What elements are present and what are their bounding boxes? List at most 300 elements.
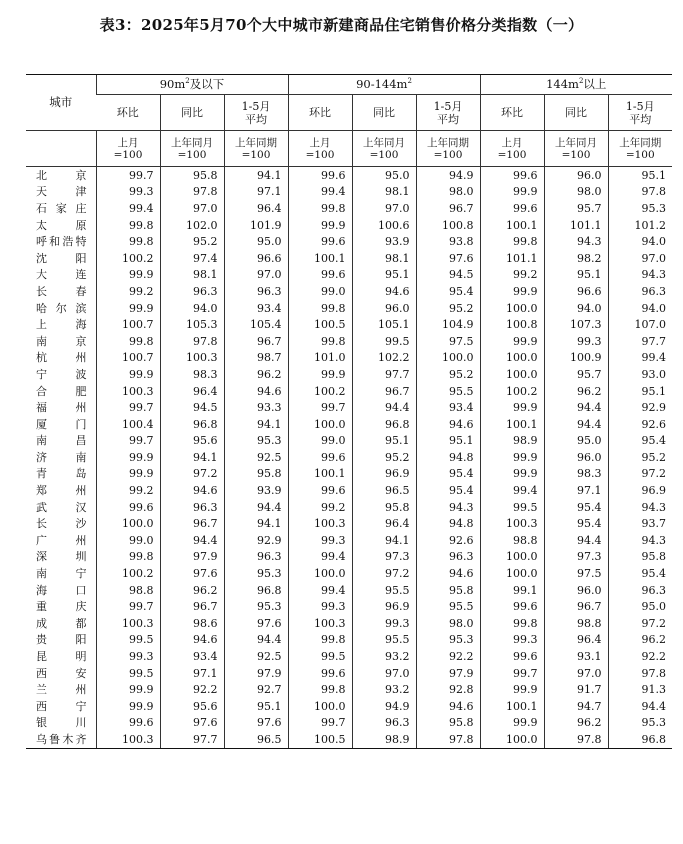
value-cell: 100.2 (288, 383, 352, 400)
value-cell: 99.6 (288, 267, 352, 284)
value-cell: 100.1 (288, 466, 352, 483)
value-cell: 95.2 (608, 449, 672, 466)
value-cell: 94.4 (224, 499, 288, 516)
value-cell: 97.6 (160, 565, 224, 582)
value-cell: 97.2 (608, 615, 672, 632)
value-cell: 97.6 (160, 715, 224, 732)
value-cell: 93.4 (224, 300, 288, 317)
base-mom: 上月 =100 (288, 131, 352, 167)
value-cell: 99.4 (96, 200, 160, 217)
table-row (26, 681, 672, 698)
value-cell: 94.6 (416, 565, 480, 582)
table-title: 表3：2025年5月70个大中城市新建商品住宅销售价格分类指数（一） (99, 16, 584, 34)
value-cell: 94.1 (352, 532, 416, 549)
value-cell: 94.0 (608, 233, 672, 250)
value-cell: 100.7 (96, 350, 160, 367)
city-cell: 深圳 (36, 550, 87, 564)
price-index-table (26, 74, 672, 749)
value-cell: 94.5 (160, 399, 224, 416)
value-cell: 94.9 (416, 167, 480, 184)
value-cell: 102.2 (352, 350, 416, 367)
city-cell: 重庆 (36, 600, 87, 614)
value-cell: 96.3 (416, 549, 480, 566)
table-row (26, 233, 672, 250)
value-cell: 96.4 (544, 632, 608, 649)
value-cell: 95.1 (416, 433, 480, 450)
value-cell: 99.8 (288, 681, 352, 698)
city-cell: 北京 (36, 168, 87, 182)
value-cell: 94.4 (608, 698, 672, 715)
value-cell: 98.7 (224, 350, 288, 367)
value-cell: 99.6 (480, 648, 544, 665)
value-cell: 101.1 (480, 250, 544, 267)
value-cell: 98.8 (96, 582, 160, 599)
value-cell: 94.4 (160, 532, 224, 549)
table-row (26, 333, 672, 350)
city-cell: 贵阳 (36, 633, 87, 647)
table-row (26, 549, 672, 566)
subheader-yoy: 同比 (544, 95, 608, 131)
table-row (26, 665, 672, 682)
value-cell: 100.1 (480, 698, 544, 715)
value-cell: 96.3 (608, 582, 672, 599)
value-cell: 97.7 (160, 731, 224, 748)
value-cell: 99.2 (96, 283, 160, 300)
value-cell: 96.7 (416, 200, 480, 217)
value-cell: 95.3 (416, 632, 480, 649)
table-row (26, 615, 672, 632)
value-cell: 99.3 (544, 333, 608, 350)
value-cell: 97.3 (544, 549, 608, 566)
value-cell: 99.2 (96, 482, 160, 499)
value-cell: 96.7 (224, 333, 288, 350)
city-column-header: 城市 (26, 75, 96, 131)
value-cell: 95.0 (608, 598, 672, 615)
value-cell: 100.1 (288, 250, 352, 267)
value-cell: 99.9 (96, 698, 160, 715)
table-row (26, 383, 672, 400)
value-cell: 100.8 (480, 316, 544, 333)
group-header-90-144: $90-144m^2$ (288, 75, 480, 95)
value-cell: 107.3 (544, 316, 608, 333)
value-cell: 99.5 (352, 333, 416, 350)
value-cell: 99.6 (480, 598, 544, 615)
value-cell: 96.5 (352, 482, 416, 499)
value-cell: 98.0 (416, 615, 480, 632)
value-cell: 100.0 (480, 549, 544, 566)
value-cell: 99.4 (480, 482, 544, 499)
value-cell: 94.4 (544, 532, 608, 549)
value-cell: 96.0 (352, 300, 416, 317)
value-cell: 101.0 (288, 350, 352, 367)
value-cell: 95.2 (416, 366, 480, 383)
value-cell: 97.5 (416, 333, 480, 350)
value-cell: 94.0 (544, 300, 608, 317)
value-cell: 94.3 (608, 499, 672, 516)
value-cell: 97.8 (544, 731, 608, 748)
city-cell: 乌鲁木齐 (26, 731, 96, 748)
table-row (26, 217, 672, 234)
value-cell: 94.4 (352, 399, 416, 416)
value-cell: 99.4 (288, 184, 352, 201)
value-cell: 95.1 (608, 383, 672, 400)
value-cell: 92.9 (608, 399, 672, 416)
value-cell: 97.2 (352, 565, 416, 582)
value-cell: 95.0 (544, 433, 608, 450)
value-cell: 102.0 (160, 217, 224, 234)
city-cell: 长春 (36, 284, 87, 298)
value-cell: 99.1 (480, 582, 544, 599)
value-cell: 92.2 (160, 681, 224, 698)
value-cell: 95.4 (544, 515, 608, 532)
value-cell: 99.0 (288, 283, 352, 300)
value-cell: 97.6 (224, 615, 288, 632)
value-cell: 98.3 (160, 366, 224, 383)
value-cell: 96.4 (352, 515, 416, 532)
value-cell: 99.0 (96, 532, 160, 549)
value-cell: 100.8 (416, 217, 480, 234)
value-cell: 96.2 (160, 582, 224, 599)
city-cell: 西宁 (36, 699, 87, 713)
value-cell: 105.1 (352, 316, 416, 333)
value-cell: 95.4 (608, 433, 672, 450)
value-cell: 97.1 (544, 482, 608, 499)
value-cell: 94.3 (416, 499, 480, 516)
value-cell: 93.9 (352, 233, 416, 250)
value-cell: 99.8 (96, 233, 160, 250)
value-cell: 94.4 (544, 416, 608, 433)
value-cell: 98.1 (352, 184, 416, 201)
value-cell: 99.7 (480, 665, 544, 682)
table-row (26, 598, 672, 615)
value-cell: 95.8 (160, 167, 224, 184)
value-cell: 96.7 (544, 598, 608, 615)
value-cell: 94.5 (416, 267, 480, 284)
value-cell: 96.4 (224, 200, 288, 217)
subheader-avg: 1-5月 平均 (416, 95, 480, 131)
value-cell: 96.8 (224, 582, 288, 599)
value-cell: 101.1 (544, 217, 608, 234)
value-cell: 95.1 (224, 698, 288, 715)
value-cell: 99.9 (480, 399, 544, 416)
value-cell: 96.2 (224, 366, 288, 383)
value-cell: 93.7 (608, 515, 672, 532)
value-cell: 98.0 (416, 184, 480, 201)
value-cell: 97.8 (160, 184, 224, 201)
value-cell: 95.2 (160, 233, 224, 250)
value-cell: 99.8 (480, 615, 544, 632)
value-cell: 98.8 (480, 532, 544, 549)
value-cell: 97.2 (160, 466, 224, 483)
value-cell: 95.7 (544, 366, 608, 383)
value-cell: 100.0 (96, 515, 160, 532)
value-cell: 99.6 (96, 715, 160, 732)
value-cell: 99.7 (96, 167, 160, 184)
table-row (26, 715, 672, 732)
value-cell: 99.3 (288, 532, 352, 549)
value-cell: 95.5 (416, 383, 480, 400)
value-cell: 99.8 (96, 217, 160, 234)
value-cell: 96.3 (224, 549, 288, 566)
value-cell: 94.8 (416, 515, 480, 532)
table-row (26, 316, 672, 333)
city-cell: 上海 (36, 318, 87, 332)
value-cell: 99.7 (288, 715, 352, 732)
value-cell: 100.1 (480, 416, 544, 433)
value-cell: 96.7 (160, 598, 224, 615)
value-cell: 100.9 (544, 350, 608, 367)
city-cell: 广州 (36, 533, 87, 547)
value-cell: 100.0 (416, 350, 480, 367)
value-cell: 97.0 (224, 267, 288, 284)
value-cell: 100.2 (480, 383, 544, 400)
value-cell: 99.9 (288, 217, 352, 234)
value-cell: 99.9 (96, 300, 160, 317)
value-cell: 93.4 (416, 399, 480, 416)
city-header-spacer (26, 131, 96, 167)
value-cell: 95.4 (544, 499, 608, 516)
value-cell: 95.4 (608, 565, 672, 582)
city-cell: 福州 (36, 401, 87, 415)
value-cell: 94.3 (608, 532, 672, 549)
value-cell: 92.5 (224, 449, 288, 466)
value-cell: 99.8 (288, 333, 352, 350)
value-cell: 95.6 (160, 433, 224, 450)
value-cell: 99.9 (480, 715, 544, 732)
city-cell: 哈尔滨 (36, 301, 87, 315)
value-cell: 95.5 (352, 582, 416, 599)
city-cell: 沈阳 (36, 251, 87, 265)
subheader-mom: 环比 (96, 95, 160, 131)
value-cell: 99.8 (96, 333, 160, 350)
value-cell: 100.3 (96, 731, 160, 748)
value-cell: 94.0 (160, 300, 224, 317)
value-cell: 97.8 (608, 184, 672, 201)
city-cell: 呼和浩特 (36, 235, 87, 249)
city-cell: 武汉 (36, 500, 87, 514)
value-cell: 94.6 (416, 698, 480, 715)
table-row (26, 698, 672, 715)
city-cell: 合肥 (36, 384, 87, 398)
value-cell: 100.0 (288, 416, 352, 433)
value-cell: 99.9 (480, 184, 544, 201)
value-cell: 100.0 (480, 350, 544, 367)
value-cell: 101.2 (608, 217, 672, 234)
value-cell: 95.3 (224, 598, 288, 615)
value-cell: 100.0 (288, 698, 352, 715)
value-cell: 96.9 (352, 466, 416, 483)
value-cell: 94.1 (224, 416, 288, 433)
value-cell: 98.9 (352, 731, 416, 748)
table-row (26, 466, 672, 483)
value-cell: 96.0 (544, 582, 608, 599)
value-cell: 94.4 (224, 632, 288, 649)
value-cell: 95.0 (224, 233, 288, 250)
table-row (26, 184, 672, 201)
city-cell: 成都 (36, 616, 87, 630)
value-cell: 94.8 (416, 449, 480, 466)
value-cell: 99.8 (288, 200, 352, 217)
subheader-avg: 1-5月 平均 (224, 95, 288, 131)
value-cell: 100.5 (288, 316, 352, 333)
value-cell: 99.5 (96, 632, 160, 649)
value-cell: 100.3 (96, 383, 160, 400)
value-cell: 98.2 (544, 250, 608, 267)
value-cell: 99.4 (288, 582, 352, 599)
value-cell: 97.1 (160, 665, 224, 682)
table-row (26, 167, 672, 184)
value-cell: 98.1 (160, 267, 224, 284)
value-cell: 95.1 (352, 267, 416, 284)
value-cell: 100.3 (288, 515, 352, 532)
value-cell: 99.3 (96, 184, 160, 201)
value-cell: 93.1 (544, 648, 608, 665)
value-cell: 99.9 (480, 333, 544, 350)
value-cell: 99.7 (96, 399, 160, 416)
value-cell: 94.1 (224, 167, 288, 184)
value-cell: 98.3 (544, 466, 608, 483)
value-cell: 100.3 (96, 615, 160, 632)
value-cell: 99.9 (480, 449, 544, 466)
table-row (26, 300, 672, 317)
table-row (26, 482, 672, 499)
value-cell: 99.9 (480, 283, 544, 300)
value-cell: 94.6 (416, 416, 480, 433)
value-cell: 91.3 (608, 681, 672, 698)
value-cell: 100.3 (480, 515, 544, 532)
table-row (26, 250, 672, 267)
value-cell: 96.4 (160, 383, 224, 400)
value-cell: 92.5 (224, 648, 288, 665)
value-cell: 105.3 (160, 316, 224, 333)
value-cell: 98.1 (352, 250, 416, 267)
city-cell: 宁波 (36, 367, 87, 381)
value-cell: 105.4 (224, 316, 288, 333)
value-cell: 95.4 (416, 466, 480, 483)
city-cell: 杭州 (36, 351, 87, 365)
value-cell: 97.7 (352, 366, 416, 383)
subheader-avg: 1-5月 平均 (608, 95, 672, 131)
value-cell: 94.6 (160, 482, 224, 499)
table-row (26, 416, 672, 433)
subheader-mom: 环比 (288, 95, 352, 131)
value-cell: 100.5 (288, 731, 352, 748)
value-cell: 96.3 (224, 283, 288, 300)
table-row (26, 648, 672, 665)
table-row (26, 283, 672, 300)
table-row (26, 532, 672, 549)
table-row (26, 366, 672, 383)
value-cell: 99.8 (480, 233, 544, 250)
subheader-mom: 环比 (480, 95, 544, 131)
table-row (26, 731, 672, 748)
value-cell: 99.8 (288, 632, 352, 649)
value-cell: 98.8 (544, 615, 608, 632)
value-cell: 99.6 (480, 167, 544, 184)
table-row (26, 399, 672, 416)
value-cell: 97.0 (608, 250, 672, 267)
value-cell: 95.8 (608, 549, 672, 566)
value-cell: 100.0 (480, 565, 544, 582)
value-cell: 94.1 (160, 449, 224, 466)
value-cell: 99.8 (96, 549, 160, 566)
table-header (26, 75, 672, 167)
value-cell: 100.0 (480, 300, 544, 317)
value-cell: 96.9 (608, 482, 672, 499)
table-row (26, 499, 672, 516)
value-cell: 94.6 (352, 283, 416, 300)
value-cell: 99.9 (96, 366, 160, 383)
value-cell: 96.0 (544, 167, 608, 184)
city-cell: 厦门 (36, 417, 87, 431)
value-cell: 96.2 (544, 383, 608, 400)
value-cell: 95.3 (608, 200, 672, 217)
value-cell: 97.0 (160, 200, 224, 217)
value-cell: 99.3 (352, 615, 416, 632)
table-body (26, 167, 672, 749)
value-cell: 98.9 (480, 433, 544, 450)
city-cell: 南宁 (36, 567, 87, 581)
value-cell: 99.4 (288, 549, 352, 566)
value-cell: 96.5 (224, 731, 288, 748)
value-cell: 99.3 (96, 648, 160, 665)
base-yoy: 上年同月 =100 (352, 131, 416, 167)
value-cell: 94.9 (352, 698, 416, 715)
group-header-90-below: $90m^2$及以下 (96, 75, 288, 95)
value-cell: 94.0 (608, 300, 672, 317)
value-cell: 95.2 (416, 300, 480, 317)
value-cell: 100.4 (96, 416, 160, 433)
table-row (26, 433, 672, 450)
city-cell: 太原 (36, 218, 87, 232)
city-cell: 南昌 (36, 434, 87, 448)
value-cell: 96.6 (224, 250, 288, 267)
city-cell: 郑州 (36, 484, 87, 498)
value-cell: 95.1 (352, 433, 416, 450)
value-cell: 95.5 (416, 598, 480, 615)
value-cell: 95.8 (352, 499, 416, 516)
value-cell: 99.7 (96, 433, 160, 450)
city-cell: 长沙 (36, 517, 87, 531)
value-cell: 99.3 (288, 598, 352, 615)
value-cell: 97.8 (160, 333, 224, 350)
value-cell: 100.2 (96, 250, 160, 267)
value-cell: 97.4 (160, 250, 224, 267)
value-cell: 97.0 (352, 200, 416, 217)
value-cell: 99.6 (288, 665, 352, 682)
city-cell: 南京 (36, 334, 87, 348)
value-cell: 96.7 (160, 515, 224, 532)
value-cell: 101.9 (224, 217, 288, 234)
value-cell: 92.2 (608, 648, 672, 665)
value-cell: 97.6 (224, 715, 288, 732)
base-avg: 上年同期 =100 (608, 131, 672, 167)
value-cell: 92.9 (224, 532, 288, 549)
value-cell: 96.2 (608, 632, 672, 649)
value-cell: 100.3 (160, 350, 224, 367)
table-row (26, 449, 672, 466)
table-row (26, 582, 672, 599)
value-cell: 97.3 (352, 549, 416, 566)
value-cell: 99.2 (480, 267, 544, 284)
value-cell: 99.9 (96, 681, 160, 698)
value-cell: 95.2 (352, 449, 416, 466)
value-cell: 99.7 (96, 598, 160, 615)
value-cell: 97.0 (544, 665, 608, 682)
value-cell: 97.6 (416, 250, 480, 267)
value-cell: 93.8 (416, 233, 480, 250)
value-cell: 97.7 (608, 333, 672, 350)
